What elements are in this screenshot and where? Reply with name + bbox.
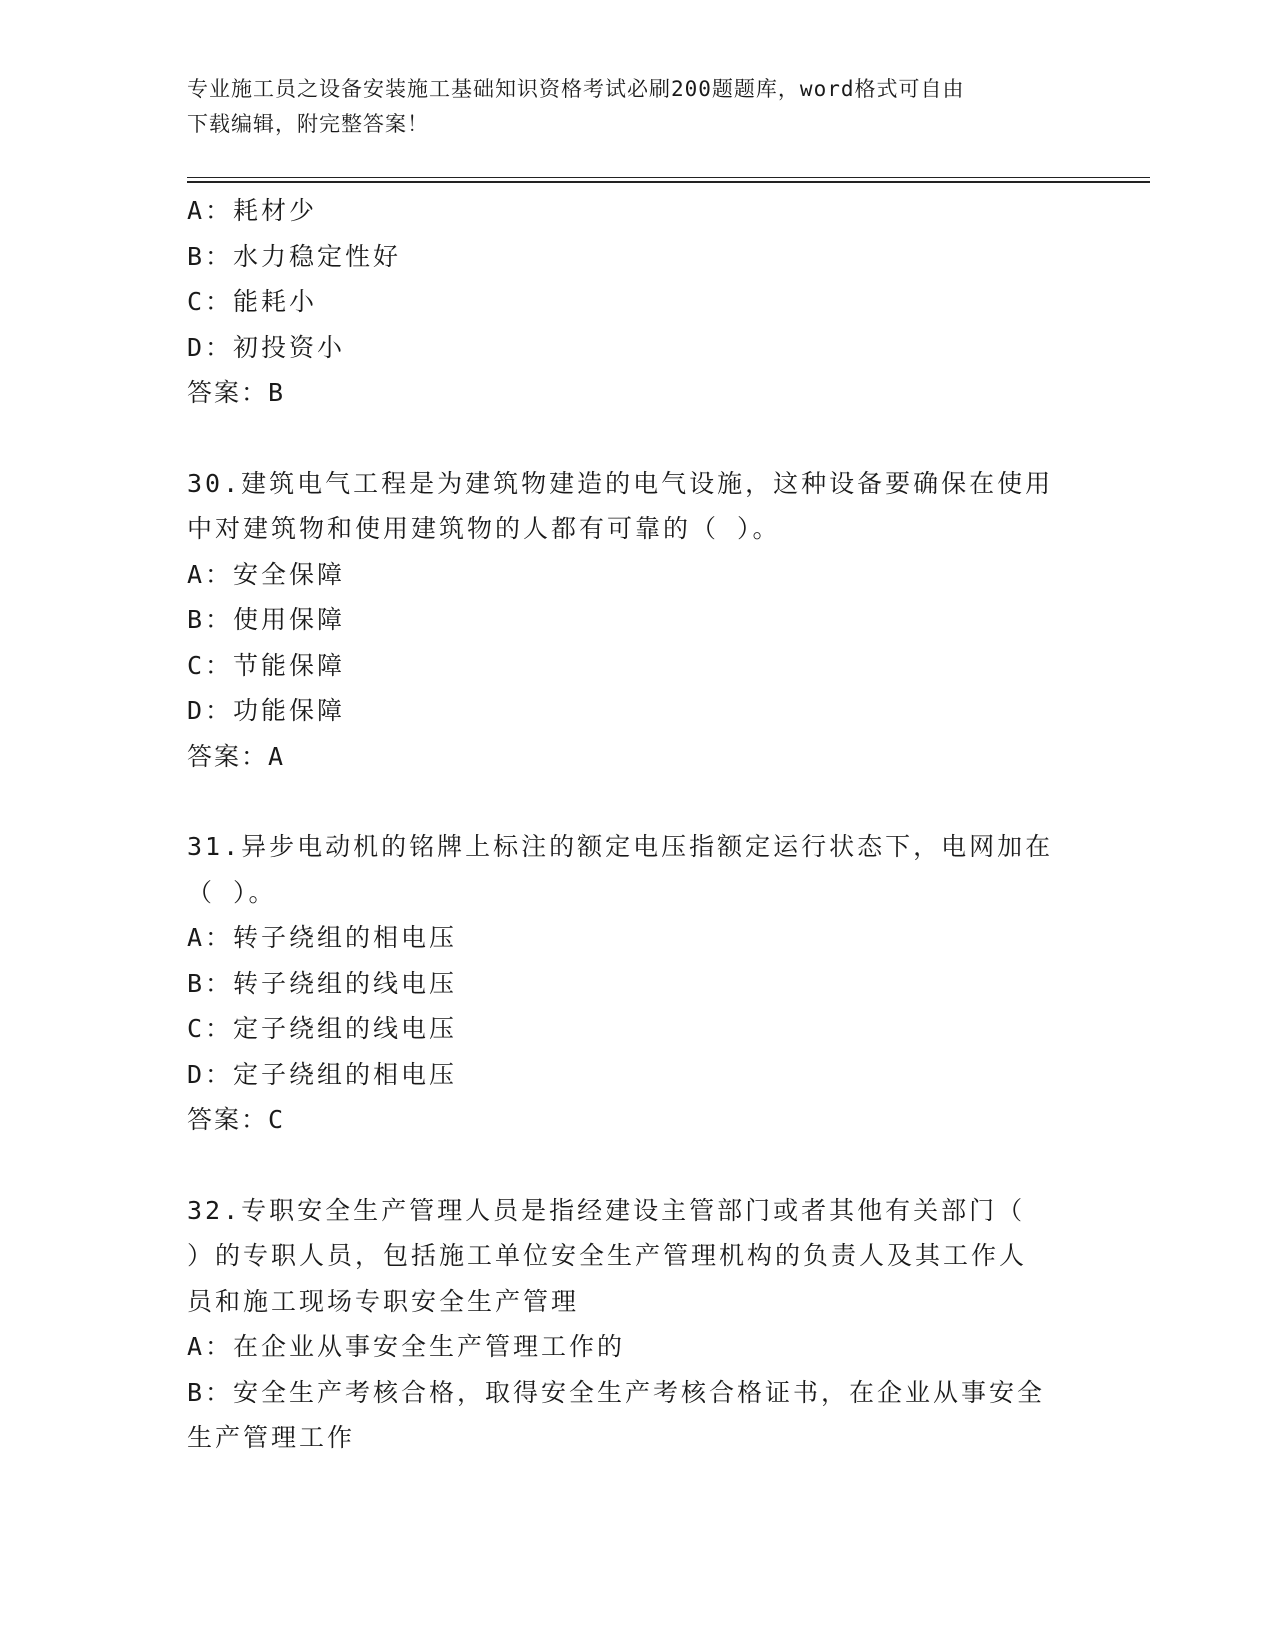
question-stem-line: 32.专职安全生产管理人员是指经建设主管部门或者其他有关部门（ (187, 1195, 1026, 1225)
option-b: B：转子绕组的线电压 (187, 968, 458, 998)
header-line-2: 下载编辑，附完整答案！ (187, 112, 429, 136)
option-a: A：在企业从事安全生产管理工作的 (187, 1332, 626, 1361)
question-30 (187, 461, 1067, 780)
header-divider-bottom (187, 181, 1150, 183)
question-stem-line: 31.异步电动机的铭牌上标注的额定电压指额定运行状态下，电网加在 (187, 832, 1054, 861)
option-b: B：水力稳定性好 (187, 241, 402, 271)
header-line-1: 专业施工员之设备安装施工基础知识资格考试必刷200题题库，word格式可自由 (187, 77, 965, 101)
option-b-continued: 生产管理工作 (187, 1423, 356, 1452)
option-d: D：功能保障 (187, 696, 346, 725)
option-c: C：定子绕组的线电压 (187, 1014, 458, 1043)
question-29 (187, 188, 1067, 416)
option-d: D：初投资小 (187, 332, 346, 362)
question-31 (187, 824, 1067, 1143)
option-b: B：安全生产考核合格，取得安全生产考核合格证书，在企业从事安全 (187, 1377, 1046, 1407)
answer: 答案：A (187, 741, 286, 771)
header-divider-top (187, 177, 1150, 178)
question-stem-line: 30.建筑电气工程是为建筑物建造的电气设施，这种设备要确保在使用 (187, 468, 1054, 498)
question-list (187, 188, 1067, 1461)
document-header (187, 72, 1067, 142)
option-d: D：定子绕组的相电压 (187, 1059, 458, 1089)
question-stem-line: 员和施工现场专职安全生产管理 (187, 1286, 580, 1316)
option-c: C：节能保障 (187, 650, 346, 680)
option-a: A：安全保障 (187, 559, 346, 589)
option-c: C：能耗小 (187, 287, 318, 316)
answer: 答案：B (187, 378, 286, 407)
option-b: B：使用保障 (187, 605, 346, 634)
answer: 答案：C (187, 1105, 286, 1134)
question-32 (187, 1188, 1067, 1461)
option-a: A：耗材少 (187, 196, 318, 225)
option-a: A：转子绕组的相电压 (187, 923, 458, 952)
question-stem-line: 中对建筑物和使用建筑物的人都有可靠的（ ）。 (187, 514, 781, 543)
question-stem-line: （ ）。 (187, 877, 277, 907)
question-stem-line: ）的专职人员，包括施工单位安全生产管理机构的负责人及其工作人 (187, 1241, 1028, 1270)
